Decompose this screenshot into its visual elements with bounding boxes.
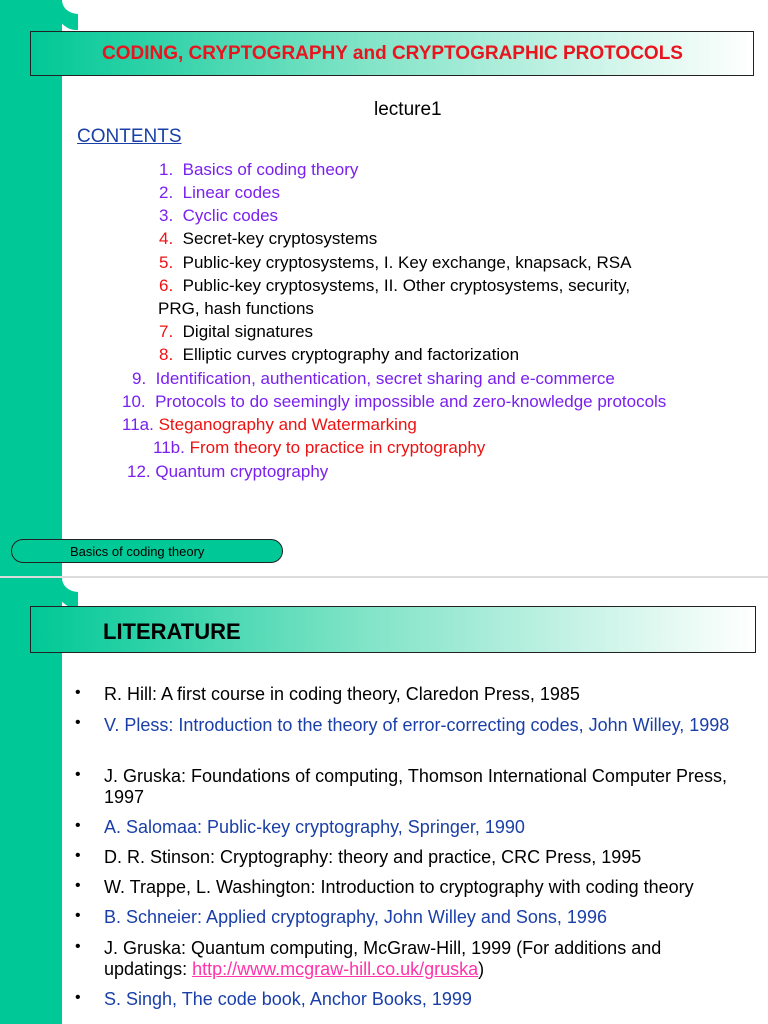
toc-item-4[interactable] — [159, 229, 377, 249]
toc-item-7[interactable] — [159, 322, 313, 342]
literature-item: B. Schneier: Applied cryptography, John Willey and Sons, 1996 — [104, 907, 607, 927]
bullet-icon: • — [75, 766, 81, 783]
contents-heading[interactable]: CONTENTS — [77, 126, 182, 147]
literature-item-after: ) — [478, 959, 485, 979]
toc-number: 11b. — [153, 438, 185, 457]
bullet-icon: • — [75, 817, 81, 834]
literature-item-text: J. Gruska: Quantum computing, McGraw-Hill, 1999 (For additions and updatings: — [104, 938, 662, 979]
lecture-label: lecture1 — [374, 99, 442, 120]
literature-item: A. Salomaa: Public-key cryptography, Springer, 1990 — [104, 817, 525, 837]
toc-number: 2. — [159, 183, 174, 202]
toc-number: 8. — [159, 345, 174, 364]
toc-item-10[interactable] — [122, 392, 666, 412]
toc-number: 7. — [159, 322, 174, 341]
toc-text: Protocols to do seemingly impossible and zero-knowledge protocols — [155, 392, 667, 411]
toc-item-3[interactable] — [159, 206, 278, 226]
toc-number: 10. — [122, 392, 146, 411]
toc-item-5[interactable] — [159, 253, 631, 273]
literature-item: R. Hill: A first course in coding theory, Claredon Press, 1985 — [104, 684, 580, 704]
toc-number: 11a. — [122, 415, 154, 434]
gruska-link[interactable]: http://www.mcgraw-hill.co.uk/gruska — [192, 959, 479, 979]
green-sidebar — [0, 0, 62, 576]
literature-item: D. R. Stinson: Cryptography: theory and practice, CRC Press, 1995 — [104, 847, 642, 867]
footer-label: Basics of coding theory — [70, 544, 205, 559]
toc-item-6-continuation: PRG, hash functions — [158, 299, 314, 318]
toc-item-9[interactable] — [132, 369, 615, 389]
toc-item-11a[interactable] — [122, 415, 417, 435]
literature-item — [104, 938, 744, 980]
bullet-icon: • — [75, 907, 81, 924]
bullet-icon: • — [75, 684, 81, 701]
bullet-icon: • — [75, 938, 81, 955]
literature-item: J. Gruska: Foundations of computing, Thomson International Computer Press, 1997 — [104, 766, 727, 807]
toc-item-12[interactable] — [127, 462, 328, 482]
literature-item: V. Pless: Introduction to the theory of error-correcting codes, John Willey, 1998 — [104, 715, 730, 735]
bullet-icon: • — [75, 989, 81, 1006]
toc-number: 1. — [159, 160, 174, 179]
bullet-icon: • — [75, 714, 81, 731]
toc-number: 9. — [132, 369, 147, 388]
toc-text: Public-key cryptosystems, I. Key exchange, knapsack, RSA — [182, 253, 632, 272]
toc-number: 3. — [159, 206, 174, 225]
toc-item-11b[interactable] — [153, 438, 485, 458]
toc-text: Secret-key cryptosystems — [182, 229, 378, 248]
toc-text: Identification, authentication, secret sharing and e-commerce — [155, 369, 615, 388]
toc-text: Linear codes — [182, 183, 280, 202]
toc-text: Basics of coding theory — [182, 160, 359, 179]
toc-item-2[interactable] — [159, 183, 280, 203]
toc-text: Steganography and Watermarking — [158, 415, 417, 434]
toc-number: 4. — [159, 229, 174, 248]
toc-text: Cyclic codes — [182, 206, 279, 225]
slide-literature — [0, 578, 768, 1024]
slide-title: CODING, CRYPTOGRAPHY and CRYPTOGRAPHIC PROTOCOLS — [102, 43, 683, 64]
bullet-icon: • — [75, 877, 81, 894]
toc-item-8[interactable] — [159, 345, 519, 365]
toc-text: Public-key cryptosystems, II. Other cryptosystems, security, — [182, 276, 631, 295]
slide-title: LITERATURE — [103, 619, 241, 644]
toc-number: 5. — [159, 253, 174, 272]
toc-text: From theory to practice in cryptography — [189, 438, 486, 457]
toc-text: Digital signatures — [182, 322, 314, 341]
toc-number: 6. — [159, 276, 174, 295]
toc-item-6[interactable] — [159, 276, 630, 296]
toc-text: Quantum cryptography — [155, 462, 329, 481]
toc-item-1[interactable] — [159, 160, 358, 180]
toc-text: Elliptic curves cryptography and factorization — [182, 345, 520, 364]
literature-item: S. Singh, The code book, Anchor Books, 1999 — [104, 989, 472, 1009]
bullet-icon: • — [75, 847, 81, 864]
literature-item: W. Trappe, L. Washington: Introduction to cryptography with coding theory — [104, 877, 694, 897]
toc-number: 12. — [127, 462, 151, 481]
